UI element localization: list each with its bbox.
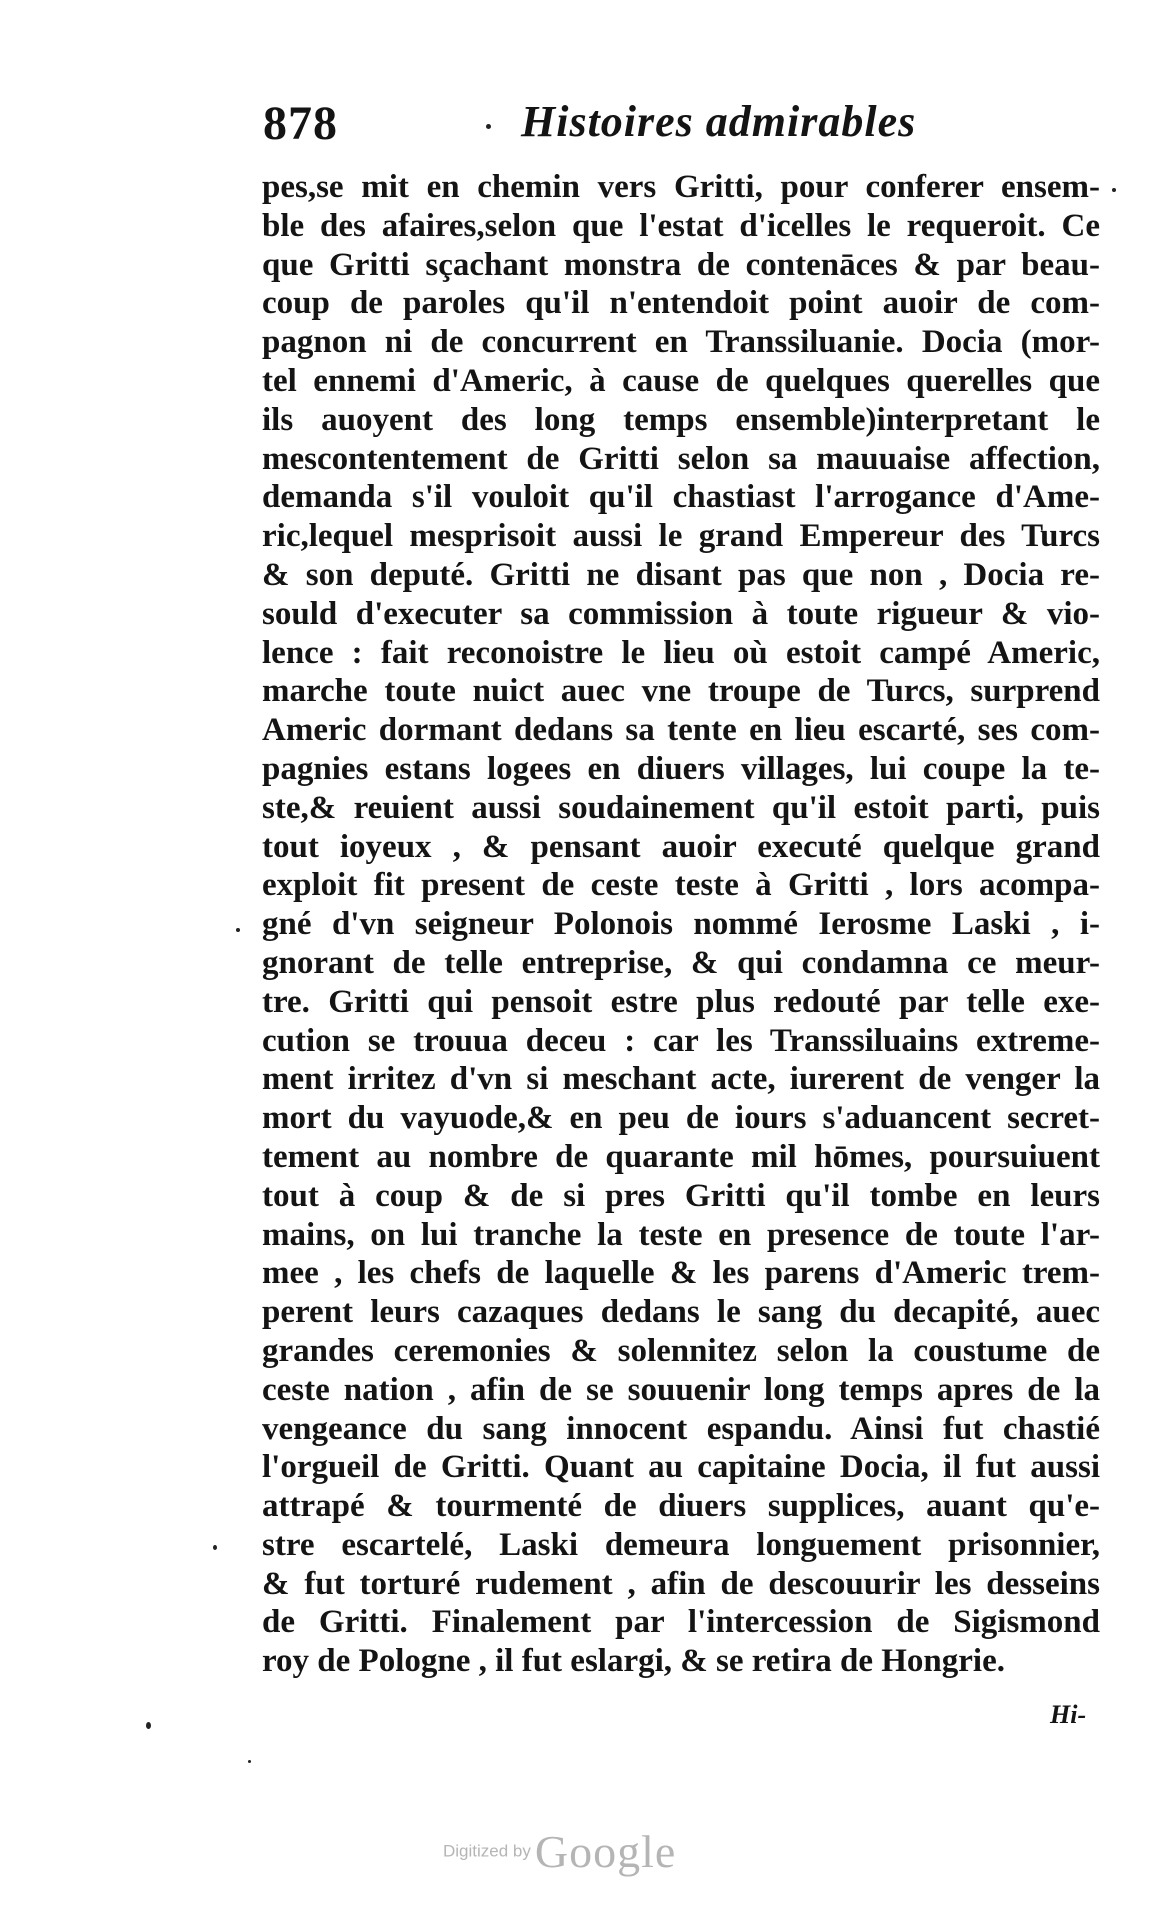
running-title: Histoires admirables <box>521 97 917 146</box>
text-line: mescontentement de Gritti selon sa mauuaise affection, <box>262 440 1100 477</box>
text-line: ment irritez d'vn si meschant acte, iurerent de venger la <box>262 1061 1100 1098</box>
watermark-logo: Google <box>534 1826 677 1877</box>
text-line: vengeance du sang innocent espandu. Ainsi fut chastié <box>262 1410 1100 1447</box>
text-line: demanda s'il vouloit qu'il chastiast l'arrogance d'Ame- <box>262 479 1100 516</box>
digitization-watermark <box>443 1825 676 1878</box>
catchword: Hi- <box>1050 1700 1087 1729</box>
text-line: Americ dormant dedans sa tente en lieu escarté, ses com- <box>262 712 1100 749</box>
text-line: tel ennemi d'Americ, à cause de quelques querelles que <box>262 362 1100 399</box>
text-line: pagnies estans logees en diuers villages, lui coupe la te- <box>262 750 1100 787</box>
text-line: pagnon ni de concurrent en Transsiluanie. Docia (mor- <box>262 324 1100 361</box>
text-line: ste,& reuient aussi soudainement qu'il estoit parti, puis <box>262 789 1100 826</box>
text-line: perent leurs cazaques dedans le sang du decapité, auec <box>262 1294 1100 1331</box>
text-line: que Gritti sçachant monstra de contenāces & par beau- <box>262 246 1100 283</box>
scan-speck <box>236 928 240 932</box>
text-line: coup de paroles qu'il n'entendoit point auoir de com- <box>262 285 1100 322</box>
text-line: stre escartelé, Laski demeura longuement prisonnier, <box>262 1526 1100 1563</box>
text-line: mains, on lui tranche la teste en presence de toute l'ar- <box>262 1216 1100 1253</box>
text-line: mort du vayuode,& en peu de iours s'aduancent secret- <box>262 1100 1100 1137</box>
scan-speck <box>1112 188 1116 192</box>
text-line: ils auoyent des long temps ensemble)interpretant le <box>262 401 1100 438</box>
text-line: gné d'vn seigneur Polonois nommé Ierosme Laski , i- <box>262 906 1100 943</box>
scan-speck <box>248 1760 251 1763</box>
text-line: tout ioyeux , & pensant auoir executé quelque grand <box>262 828 1100 865</box>
text-line: de Gritti. Finalement par l'intercession de Sigismond <box>262 1604 1100 1641</box>
text-line: ble des afaires,selon que l'estat d'icelles le requeroit. Ce <box>262 207 1100 244</box>
text-line: & fut torturé rudement , afin de descouurir les desseins <box>262 1565 1100 1602</box>
scan-speck <box>213 1545 217 1550</box>
text-line: grandes ceremonies & solennitez selon la coustume de <box>262 1332 1100 1369</box>
text-line: ceste nation , afin de se souuenir long temps apres de la <box>262 1371 1100 1408</box>
text-line: cution se trouua deceu : car les Transsiluains extreme- <box>262 1022 1100 1059</box>
text-line: tre. Gritti qui pensoit estre plus redouté par telle exe- <box>262 983 1100 1020</box>
text-line: l'orgueil de Gritti. Quant au capitaine Docia, il fut aussi <box>262 1449 1100 1486</box>
scan-speck <box>486 124 491 129</box>
text-line: ric,lequel mesprisoit aussi le grand Empereur des Turcs <box>262 518 1100 555</box>
text-line: gnorant de telle entreprise, & qui condamna ce meur- <box>262 944 1100 981</box>
text-line: & son deputé. Gritti ne disant pas que non , Docia re- <box>262 556 1100 593</box>
text-line: tement au nombre de quarante mil hōmes, poursuiuent <box>262 1138 1100 1175</box>
text-line: lence : fait reconoistre le lieu où estoit campé Americ, <box>262 634 1100 671</box>
watermark-prefix: Digitized by <box>443 1841 531 1861</box>
body-text <box>262 168 1100 1681</box>
scan-speck <box>146 1722 151 1729</box>
page-header <box>263 96 923 156</box>
text-line: sould d'executer sa commission à toute rigueur & vio- <box>262 595 1100 632</box>
text-line: exploit fit present de ceste teste à Gritti , lors acompa- <box>262 867 1100 904</box>
text-line: marche toute nuict auec vne troupe de Turcs, surprend <box>262 673 1100 710</box>
page-number: 878 <box>263 97 338 150</box>
text-line: pes,se mit en chemin vers Gritti, pour conferer ensem- <box>262 169 1100 205</box>
text-line: attrapé & tourmenté de diuers supplices, auant qu'e- <box>262 1488 1100 1525</box>
text-line: mee , les chefs de laquelle & les parens d'Americ trem- <box>262 1255 1100 1292</box>
text-line: tout à coup & de si pres Gritti qu'il tombe en leurs <box>262 1177 1100 1214</box>
text-line: roy de Pologne , il fut eslargi, & se retira de Hongrie. <box>262 1643 1005 1680</box>
